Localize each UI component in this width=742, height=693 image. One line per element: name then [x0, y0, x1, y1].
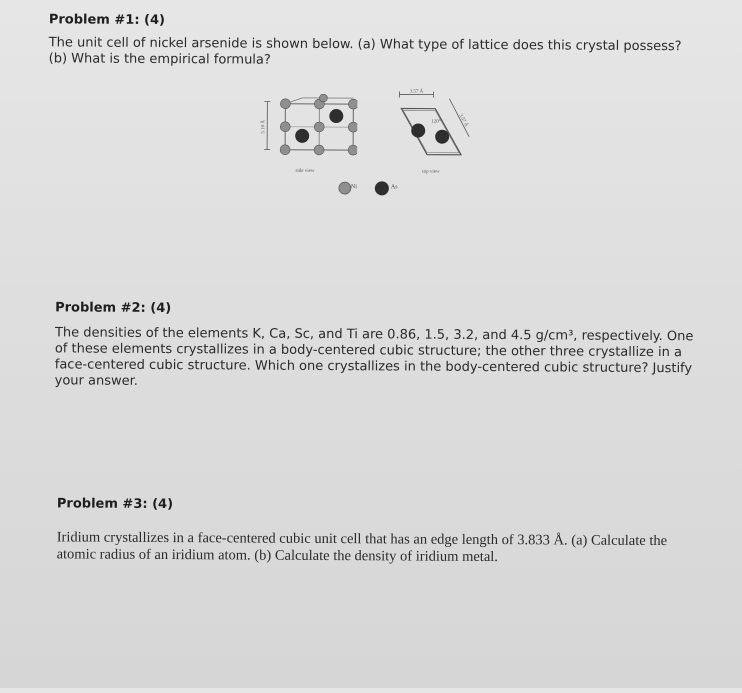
angle-label: 120° — [431, 120, 441, 125]
as-atom — [435, 130, 449, 144]
top-view-figure — [391, 86, 482, 179]
legend-ni-label: Ni — [351, 184, 357, 190]
problem-1-text: The unit cell of nickel arsenide is shown below. (a) What type of lattice does this crystal possess? (b) What is the empirical formula? — [49, 35, 704, 71]
as-atom — [411, 124, 425, 138]
problem-2-text: The densities of the elements K, Ca, Sc, and Ti are 0.86, 1.5, 3.2, and 4.5 g/cm³, respectively. One of these elements crystallizes in a body-centered cubic structure; the other three crystallize in a face-centered cubic structure. Which one crystallizes in the body-centered cubic structure? Justify your answer. — [55, 325, 705, 393]
as-legend-marker — [375, 181, 389, 195]
ni-atom — [348, 122, 357, 132]
ni-atom — [314, 145, 324, 155]
ni-legend-marker — [339, 182, 351, 194]
legend — [0, 0, 742, 5]
top-view-diagram — [391, 86, 482, 179]
top-view-label: top view — [422, 170, 440, 175]
ni-atom — [280, 122, 290, 132]
ni-atom — [314, 122, 324, 132]
side-view-figure — [257, 94, 358, 179]
problem-2-heading: Problem #2: (4) — [55, 300, 171, 316]
ni-atom — [319, 94, 327, 102]
as-atom — [329, 109, 343, 123]
as-atom — [295, 129, 309, 143]
side-view-label: side view — [295, 169, 314, 174]
edge-label-side: 3.57 Å — [458, 113, 470, 128]
ni-atom — [348, 99, 357, 109]
problem-1-heading: Problem #1: (4) — [49, 12, 165, 28]
ni-atom — [348, 145, 357, 155]
edge-label-top: 3.57 Å — [410, 89, 424, 95]
height-label: 5.10 Å — [260, 120, 266, 134]
legend-as-label: As — [391, 184, 398, 190]
problem-3-heading: Problem #3: (4) — [57, 496, 173, 512]
side-view-diagram — [257, 94, 358, 179]
ni-atom — [280, 99, 290, 109]
ni-atom — [280, 145, 290, 155]
problem-3-text: Iridium crystallizes in a face-centered cubic unit cell that has an edge length of 3.833 Å. (a) Calculate the atomic radius of an iridium atom. (b) Calculate the density of iridium metal. — [57, 529, 707, 567]
